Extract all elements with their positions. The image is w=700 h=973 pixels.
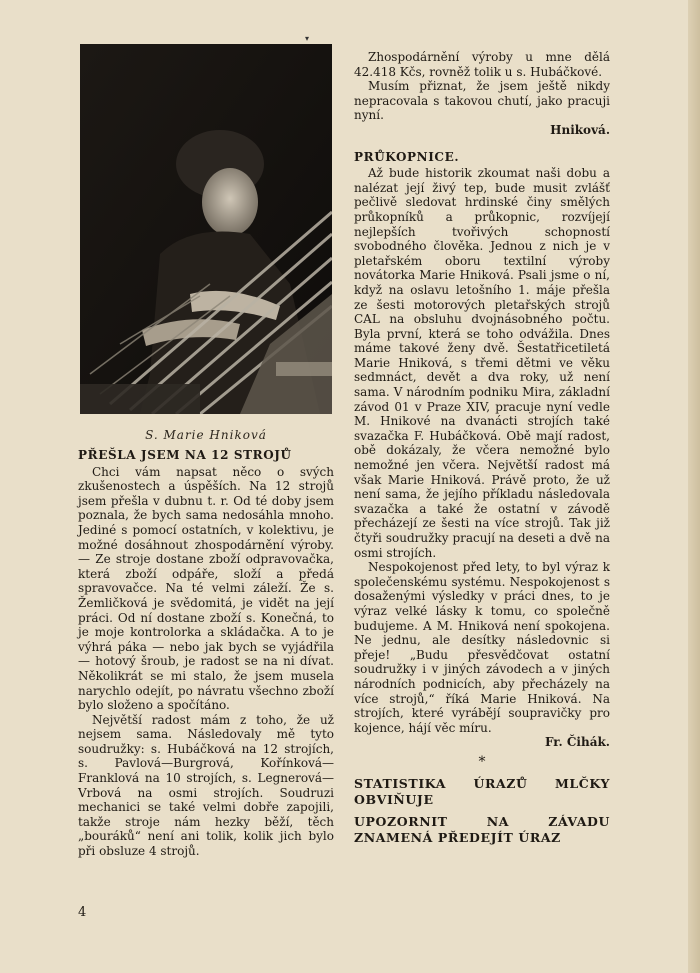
headline: UPOZORNIT NA ZÁVADU ZNAMENÁ PŘEDEJÍT ÚRAZ xyxy=(354,813,610,845)
section-separator: * xyxy=(478,753,486,770)
paragraph: Zhospodárnění výroby u mne dělá 42.418 Kčs, rovněž tolik u s. Hubáčkové. xyxy=(354,50,610,79)
paragraph: Největší radost mám z toho, že už nejsem sama. Následovaly mě tyto soudružky: s. Hubáčková na 12 strojích, s. Pavlová—Burgrová, Kořínková—Franklová na 10 strojích, s. Legnerová—Vrbová na osmi strojích. Soudruzi mechanici se také velmi dobře zapojili, takže stroje nám hezky běží, těch „bouráků“ není ani tolik, kolik jich bylo při obsluze 4 strojů. xyxy=(78,712,334,859)
article-left-column xyxy=(78,448,334,859)
headline: STATISTIKA ÚRAZŮ MLČKY OBVIŇUJE xyxy=(354,775,610,807)
signature: Hniková. xyxy=(550,122,610,137)
section-heading: PRŮKOPNICE. xyxy=(354,149,460,164)
page-number: 4 xyxy=(78,905,87,920)
paragraph: Nespokojenost před lety, to byl výraz k společenskému systému. Nespokojenost s dosaženými výsledky v práci dnes, to je výraz velké lásky k tomu, co společně budujeme. A M. Hniková není spokojena. Ne jednu, ale desítky následovnic si přeje! „Budu přesvědčovat ostatní soudružky i v jiných závodech a v jiných národních podnicích, aby přecházely na více strojů,“ říká Marie Hniková. Na strojích, které vyrábějí soupravičky pro kojence, hájí věc míru. xyxy=(354,560,610,735)
paragraph: Musím přiznat, že jsem ještě nikdy nepracovala s takovou chutí, jako pracuji nyní. xyxy=(354,79,610,123)
printer-mark: ▾ xyxy=(305,34,310,43)
photo-caption: S. Marie Hniková xyxy=(145,428,267,442)
paragraph: Až bude historik zkoumat naši dobu a nalézat její živý tep, bude musit zvlášť pečlivě sledovat hrdinské činy smělých průkopníků a průkopnic, rozvíjejí nejlepších tvořivých schopností svobodného člověka. Jednou z nich je v pletařském oboru textilní výroby novátorka Marie Hniková. Psali jsme o ní, když na oslavu letošního 1. máje přešla ze šesti motorových pletařských strojů CAL na obsluhu dvojnásobného počtu. Byla první, která se toho odvážila. Dnes máme takové ženy dvě. Šestatřicetiletá Marie Hniková, s třemi dětmi ve věku sedmnáct, devět a dva roky, už není sama. V národním podniku Mira, základní závod 01 v Praze XIV, pracuje nyní vedle M. Hnikové na dvanácti strojích také svazačka F. Hubáčková. Obě mají radost, obě dokázaly, že včera nemožné bylo nemožné jen včera. Největší radost má však Marie Hniková. Právě proto, že už není sama, že jejího příkladu následovala svazačka a také že ostatní v závodě přecházejí ze šesti na více strojů. Tak již čtyři soudružky pracují na deseti a dvě na osmi strojích. xyxy=(354,166,610,560)
page-edge xyxy=(688,0,700,973)
paragraph: Chci vám napsat něco o svých zkušenostech a úspěších. Na 12 strojů jsem přešla v dubnu t. r. Od té doby jsem poznala, že bych sama nedosáhla mnoho. Jediné s pomocí ostatních, v kolektivu, je možné dosáhnout zhospodárnění výroby. — Ze stroje dostane zboží odpravovačka, která zboží odpáře, složí a předá spravovačce. Na té velmi záleží. Že s. Žemličková je svědomitá, je vidět na její práci. Od ní dostane zboží s. Konečná, to je moje kontrolorka a skládačka. A to je výhrá páka — nebo jak bych se vyjádřila — hotový šroub, je radost se na ni dívat. Několikrát se mi stalo, že jsem musela narychlo odejít, po návratu všechno zboží bylo složeno a spočítáno. xyxy=(78,464,334,713)
author-signature: Fr. Čihák. xyxy=(545,735,610,750)
article-right-column xyxy=(354,50,610,848)
article-heading: PŘEŠLA JSEM NA 12 STROJŮ xyxy=(78,448,292,462)
photo-marie-hnikova xyxy=(80,44,332,414)
